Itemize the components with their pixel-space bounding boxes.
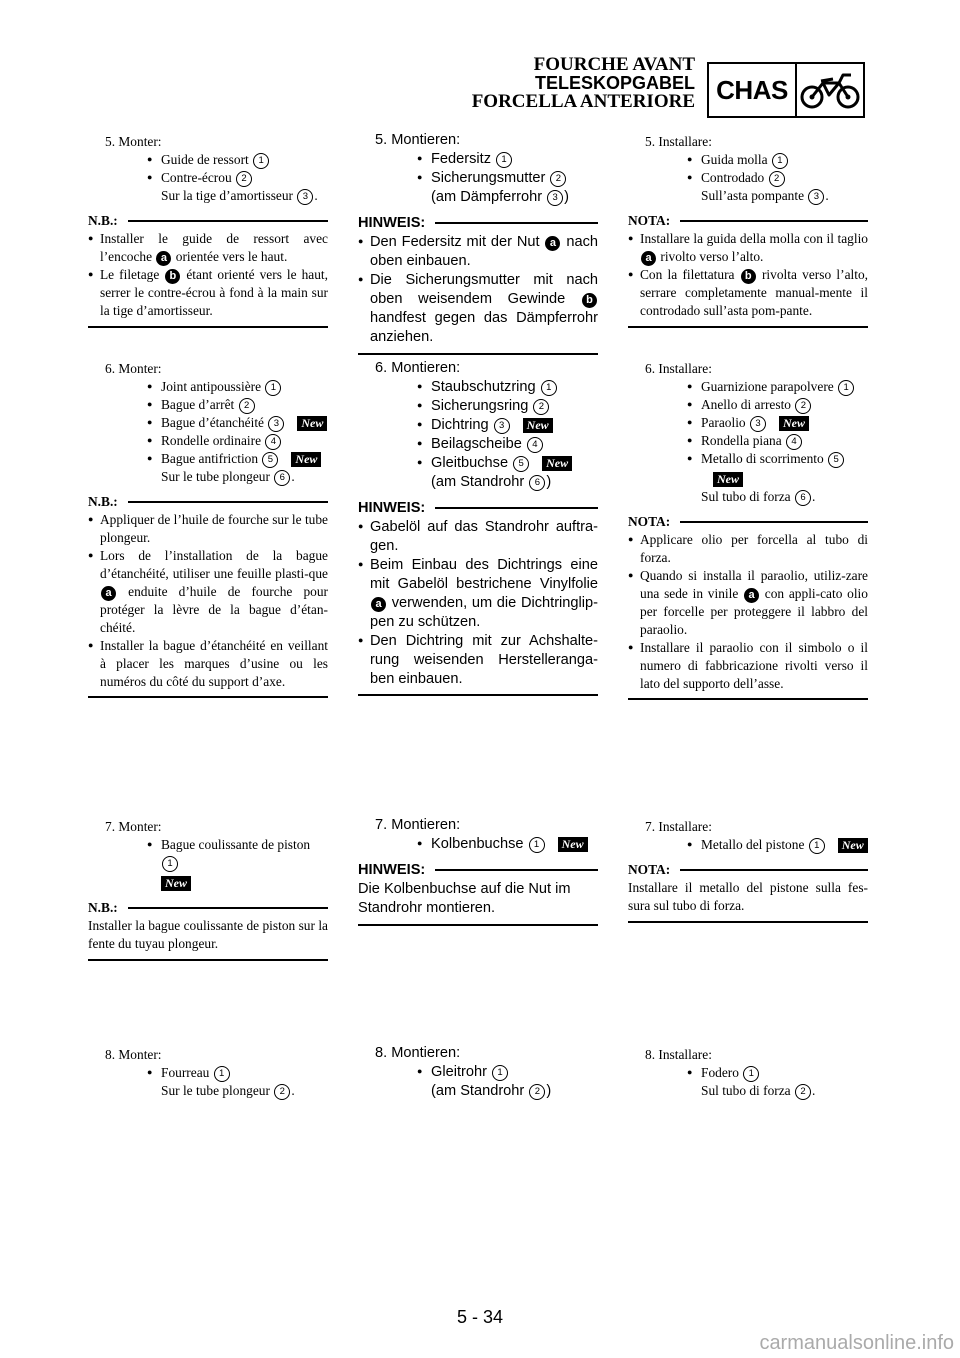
new-badge: New [838,838,868,853]
note-label: HINWEIS: [358,214,426,231]
new-badge: New [297,416,327,431]
step-title: 8. Installare: [645,1047,712,1062]
note-box: NOTA: ● Applicare olio per forcella al tubo di forza. ● Quando si installa il paraolio, utiliz-zare una sede in vinile a con appli-cato olio per forcelle per proteggere il labbro del paraolio. ● Installare il paraolio con il simbolo o il numero di fabbricazione rivolti verso il lato del supporto dell’asse. [628,513,868,701]
step-title: 7. Montieren: [375,817,461,833]
note-box: NOTA: ● Installare la guida della molla con il taglio a rivolto verso l’alto. ● Con la filettatura b rivolta verso l’alto, serrare completamente manual-mente il controdado sull’asta pom-pante. [628,212,868,328]
step-title: 6. Installare: [645,361,712,376]
step-title: 7. Installare: [645,819,712,834]
location-text: Sur la tige d’amortisseur [161,187,294,203]
callout-1: 1 [253,153,269,169]
header-title-de: TELESKOPGABEL [534,73,695,93]
callout-a: a [545,236,560,251]
step-title: 7. Monter: [105,819,162,834]
new-badge: New [542,456,572,471]
fr-step-6: 6. Monter: ● Joint antipoussière 1 ● Bague d’arrêt 2 ● Bague d’étanchéité 3 New ● Rondelle ordinaire 4 ● Bague antifriction 5 New Sur le tube plongeur 6 . N.B.: ● Appliquer de l’huile de fourche sur le tube plongeur. ● Lors de l’installation de la bague d’étanchéité, utiliser une feuille plasti-que a enduite d’huile de fourche pour protéger la lèvre de la bague d’étan-chéité. ● Installer la bague d’étanchéité en veillant à placer les marques d’usine ou les numéros du côté du support d’axe. [88,360,328,698]
step-title: 5. Installare: [645,134,712,149]
callout-a: a [641,251,656,266]
note-box: N.B.: Installer la bague coulissante de piston sur la fente du tuyau plongeur. [88,899,328,961]
new-badge: New [713,472,743,487]
note-label: NOTA: [628,513,671,529]
de-step-6: 6. Montieren: ● Staubschutzring 1 ● Sicherungsring 2 ● Dichtring 3 New ● Beilagscheibe 4 ● Gleitbuchse 5 New (am Standrohr 6 ) HINWEIS: ● Gabelöl auf das Standrohr auftra-gen. ● Beim Einbau des Dichtrings eine mit Gabelöl bestrichene Vinylfolie a verwenden, um die Dichtringlip-pen zu schützen. ● Den Dichtring mit zur Achshalte-rung weisenden Herstelleranga-ben einbauen. [358,359,598,696]
page-header [472,55,695,111]
callout-3: 3 [297,189,313,205]
note-label: NOTA: [628,861,671,877]
note-box: HINWEIS: Die Kolbenbuchse auf die Nut im Standrohr montieren. [358,861,598,926]
callout-b: b [741,269,756,284]
page-number: 5 - 34 [456,1307,504,1327]
new-badge: New [523,418,553,433]
step-title: 5. Monter: [105,134,162,149]
bullet-icon: ● [147,153,153,164]
section-badge [707,62,865,118]
callout-a: a [744,588,759,603]
note-label: HINWEIS: [358,861,426,878]
note-label: HINWEIS: [358,499,426,516]
note-label: N.B.: [88,899,118,915]
callout-b: b [165,269,180,284]
note-box: HINWEIS: ● Gabelöl auf das Standrohr auftra-gen. ● Beim Einbau des Dichtrings eine mit Gabelöl bestrichene Vinylfolie a verwenden, um die Dichtringlip-pen zu schützen. ● Den Dichtring mit zur Achshalte-rung weisenden Herstelleranga-ben einbauen. [358,499,598,697]
callout-a: a [101,586,116,601]
fr-step-7: 7. Monter: ● Bague coulissante de piston 1 New N.B.: Installer la bague coulissante de piston sur la fente du tuyau plongeur. [88,818,328,961]
it-step-7: 7. Installare: ● Metallo del pistone 1 New NOTA: Installare il metallo del pistone sulla fes-sura sul tubo di forza. [628,818,868,923]
bullet-icon: ● [147,171,153,182]
note-label: N.B.: [88,212,118,228]
note-label: N.B.: [88,493,118,509]
fr-step-8: 8. Monter: ● Fourreau 1 Sur le tube plongeur 2 . [88,1046,328,1100]
note-box: N.B.: ● Installer le guide de ressort avec l’encoche a orientée vers le haut. ● Le filetage b étant orienté vers le haut, serrer le contre-écrou à fond à la main sur la tige d’amortisseur. [88,212,328,328]
step-title: 6. Montieren: [375,360,461,376]
section-label: CHAS [709,64,797,116]
new-badge: New [558,837,588,852]
note-label: NOTA: [628,212,671,228]
watermark: carmanualsonline.info [759,1332,954,1354]
callout-2: 2 [236,171,252,187]
part-label: Contre-écrou [161,169,232,185]
fr-step-5: 5. Monter: ● Guide de ressort 1 ● Contre-écrou 2 Sur la tige d’amortisseur 3 . N.B.: ● Installer le guide de ressort avec l’encoche a orientée vers le haut. ● Le filetage b étant orienté vers le haut, serrer le contre-écrou à fond à la main sur la tige d’amortisseur. [88,133,328,328]
motorcycle-icon [797,64,863,116]
note-box: NOTA: Installare il metallo del pistone sulla fes-sura sul tubo di forza. [628,861,868,923]
header-title-fr: FOURCHE AVANT [533,54,695,75]
it-step-5: 5. Installare: ● Guida molla 1 ● Controdado 2 Sull’asta pompante 3 . NOTA: ● Installare la guida della molla con il taglio a rivolto verso l’alto. ● Con la filettatura b rivolta verso l’alto, serrare completamente manual-mente il controdado sull’asta pom-pante. [628,133,868,328]
de-step-8: 8. Montieren: ● Gleitrohr 1 (am Standrohr 2 ) [358,1044,598,1101]
part-label: Guide de ressort [161,151,249,167]
de-step-5: 5. Montieren: ● Federsitz 1 ● Sicherungsmutter 2 (am Dämpferrohr 3 ) HINWEIS: ● Den Federsitz mit der Nut a nach oben einbauen. ● Die Sicherungsmutter mit nach oben weisendem Gewinde b handfest gegen das Dämpferrohr anziehen. [358,131,598,355]
callout-b: b [582,293,597,308]
it-step-6: 6. Installare: ● Guarnizione parapolvere 1 ● Anello di arresto 2 ● Paraolio 3 New ● Rondella piana 4 ● Metallo di scorrimento 5 New Sul tubo di forza 6 . NOTA: ● Applicare olio per forcella al tubo di forza. ● Quando si installa il paraolio, utiliz-zare una sede in vinile a con appli-cato olio per forcelle per proteggere il labbro del paraolio. ● Installare il paraolio con il simbolo o il numero di fabbricazione rivolti verso il lato del supporto dell’asse. [628,360,868,700]
step-title: 8. Montieren: [375,1045,461,1061]
note-box: N.B.: ● Appliquer de l’huile de fourche sur le tube plongeur. ● Lors de l’installation de la bague d’étanchéité, utiliser une feuille plasti-que a enduite d’huile de fourche pour protéger la lèvre de la bague d’étan-chéité. ● Installer la bague d’étanchéité en veillant à placer les marques d’usine ou les numéros du côté du support d’axe. [88,493,328,699]
step-title: 6. Monter: [105,361,162,376]
callout-a: a [371,597,386,612]
header-title-it: FORCELLA ANTERIORE [471,91,695,112]
new-badge: New [291,452,321,467]
step-title: 8. Monter: [105,1047,162,1062]
note-box: HINWEIS: ● Den Federsitz mit der Nut a nach oben einbauen. ● Die Sicherungsmutter mit nach oben weisendem Gewinde b handfest gegen das Dämpferrohr anziehen. [358,214,598,355]
new-badge: New [779,416,809,431]
it-step-8: 8. Installare: ● Fodero 1 Sul tubo di forza 2 . [628,1046,868,1100]
new-badge: New [161,876,191,891]
callout-a: a [156,251,171,266]
step-title: 5. Montieren: [375,132,461,148]
de-step-7: 7. Montieren: ● Kolbenbuchse 1 New HINWEIS: Die Kolbenbuchse auf die Nut im Standrohr montieren. [358,816,598,926]
